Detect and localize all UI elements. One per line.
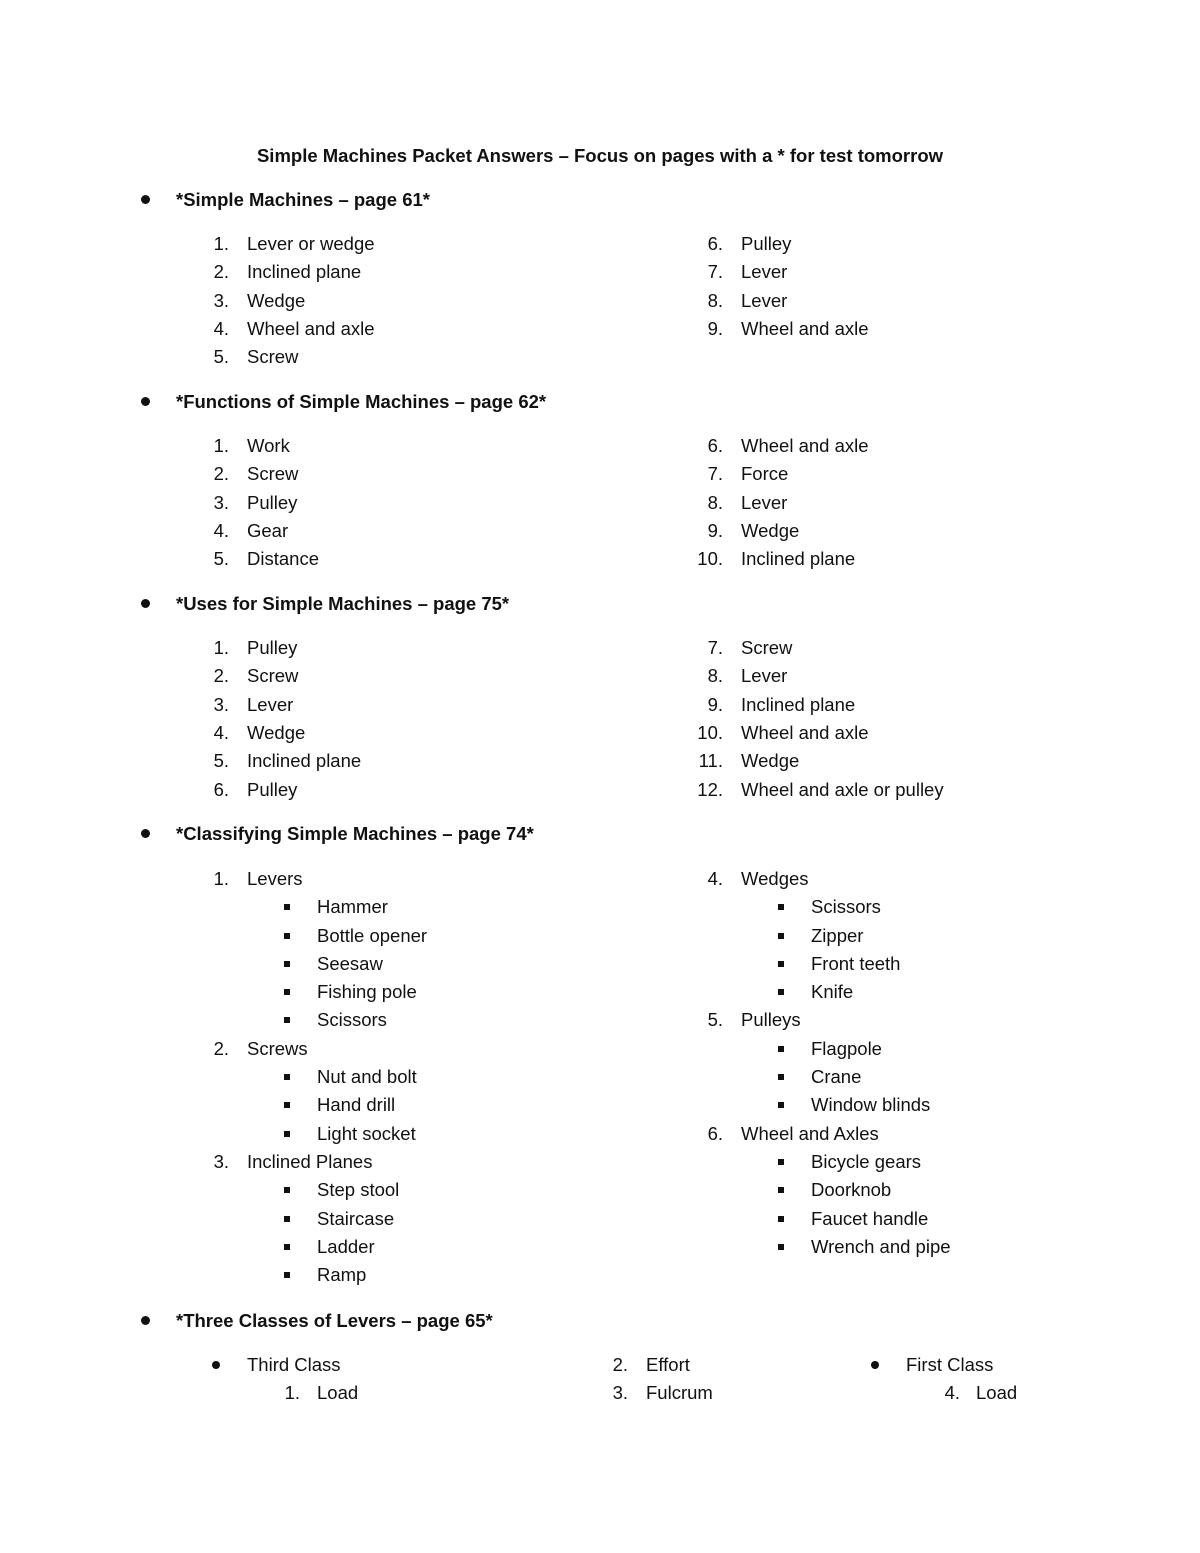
list-number: 8. [707,290,723,311]
sub-list-item-text: Nut and bolt [317,1066,417,1087]
list-number: 9. [707,520,723,541]
list-item-text: Screw [247,463,299,484]
list-number: 6. [213,779,229,800]
sub-list-item-text: Ladder [317,1236,375,1257]
list-number: 7. [707,261,723,282]
list-item-text: Wheel and axle [741,435,869,456]
square-bullet-icon [778,989,784,995]
list-item-text: Work [247,435,290,456]
list-item-text: Pulley [247,779,298,800]
list-number: 1. [213,637,229,658]
sub-list-item-text: Faucet handle [811,1208,929,1229]
list-item-text: Pulley [247,492,298,513]
list-item-text: Gear [247,520,289,541]
square-bullet-icon [284,1017,290,1023]
list-number: 4. [707,868,723,889]
list-item-text: Inclined plane [741,548,856,569]
sub-list-item-text: Scissors [317,1009,387,1030]
sub-list-item-text: Doorknob [811,1179,892,1200]
square-bullet-icon [778,961,784,967]
square-bullet-icon [284,961,290,967]
list-number: 2. [213,665,229,686]
list-item-text: Wedge [247,290,306,311]
list-item-text: Wheel and axle [741,318,869,339]
sub-list-item-text: Bicycle gears [811,1151,922,1172]
list-item-text: First Class [906,1354,994,1375]
list-number: 5. [213,750,229,771]
sub-list-item-text: Staircase [317,1208,395,1229]
square-bullet-icon [778,1244,784,1250]
list-number: 10. [697,722,723,743]
list-number: 1. [284,1382,300,1403]
list-item-text: Lever [741,261,788,282]
sub-list-item-text: Zipper [811,925,864,946]
list-number: 5. [707,1009,723,1030]
list-item-text: Lever [247,694,294,715]
square-bullet-icon [284,1131,290,1137]
list-item-text: Third Class [247,1354,341,1375]
list-number: 6. [707,233,723,254]
list-item-text: Lever [741,290,788,311]
list-item-text: Wedge [741,520,800,541]
sub-list-item-text: Light socket [317,1123,416,1144]
square-bullet-icon [284,1102,290,1108]
list-number: 8. [707,492,723,513]
list-number: 6. [707,1123,723,1144]
list-number: 11. [698,750,723,771]
list-item-text: Inclined plane [741,694,856,715]
square-bullet-icon [778,933,784,939]
list-item-text: Lever or wedge [247,233,375,254]
list-number: 5. [213,346,229,367]
sub-list-item-text: Bottle opener [317,925,428,946]
list-item-text: Load [976,1382,1018,1403]
square-bullet-icon [284,1216,290,1222]
square-bullet-icon [778,1046,784,1052]
bullet-icon [141,397,150,406]
list-item-text: Wheel and axle [247,318,375,339]
sub-list-item-text: Ramp [317,1264,367,1285]
list-item-text: Wheel and Axles [741,1123,879,1144]
square-bullet-icon [778,1074,784,1080]
bullet-icon [871,1361,879,1369]
sub-list-item-text: Wrench and pipe [811,1236,951,1257]
list-item-text: Wedge [247,722,306,743]
section-title: *Functions of Simple Machines – page 62* [176,391,547,412]
list-number: 4. [213,722,229,743]
sub-list-item-text: Step stool [317,1179,400,1200]
list-number: 3. [213,694,229,715]
sub-list-item-text: Seesaw [317,953,383,974]
page-title: Simple Machines Packet Answers – Focus on pages with a * for test tomorrow [256,145,944,166]
list-number: 4. [213,520,229,541]
sub-list-item-text: Hammer [317,896,388,917]
list-number: 4. [213,318,229,339]
list-item-text: Inclined plane [247,750,362,771]
bullet-icon [141,195,150,204]
list-number: 7. [707,637,723,658]
square-bullet-icon [284,1074,290,1080]
list-item-text: Inclined Planes [247,1151,373,1172]
list-number: 7. [707,463,723,484]
list-number: 3. [213,492,229,513]
list-number: 10. [697,548,723,569]
list-item-text: Screws [247,1038,308,1059]
list-number: 8. [707,665,723,686]
section-title: *Simple Machines – page 61* [176,189,430,210]
list-number: 9. [707,694,723,715]
sub-list-item-text: Crane [811,1066,862,1087]
list-number: 2. [213,261,229,282]
list-item-text: Wedges [741,868,809,889]
square-bullet-icon [778,1159,784,1165]
square-bullet-icon [778,1102,784,1108]
list-number: 12. [697,779,723,800]
square-bullet-icon [778,1187,784,1193]
section-title: *Classifying Simple Machines – page 74* [176,823,534,844]
list-number: 2. [612,1354,628,1375]
list-number: 3. [612,1382,628,1403]
square-bullet-icon [284,989,290,995]
list-item-text: Distance [247,548,319,569]
list-item-text: Screw [247,346,299,367]
bullet-icon [141,1316,150,1325]
square-bullet-icon [284,933,290,939]
list-item-text: Pulleys [741,1009,801,1030]
list-item-text: Wheel and axle or pulley [741,779,944,800]
sub-list-item-text: Window blinds [811,1094,931,1115]
sub-list-item-text: Flagpole [811,1038,882,1059]
list-number: 2. [213,463,229,484]
square-bullet-icon [284,1272,290,1278]
square-bullet-icon [778,904,784,910]
list-number: 1. [213,233,229,254]
square-bullet-icon [778,1216,784,1222]
list-number: 5. [213,548,229,569]
list-number: 6. [707,435,723,456]
list-number: 1. [213,868,229,889]
list-item-text: Pulley [247,637,298,658]
square-bullet-icon [284,904,290,910]
section-title: *Uses for Simple Machines – page 75* [176,593,510,614]
list-item-text: Lever [741,665,788,686]
list-item-text: Wheel and axle [741,722,869,743]
square-bullet-icon [284,1187,290,1193]
sub-list-item-text: Knife [811,981,854,1002]
sub-list-item-text: Scissors [811,896,881,917]
square-bullet-icon [284,1244,290,1250]
bullet-icon [212,1361,220,1369]
list-number: 3. [213,290,229,311]
list-number: 4. [944,1382,960,1403]
list-item-text: Screw [741,637,793,658]
sub-list-item-text: Fishing pole [317,981,417,1002]
list-item-text: Pulley [741,233,792,254]
list-item-text: Lever [741,492,788,513]
sub-list-item-text: Hand drill [317,1094,396,1115]
list-item-text: Fulcrum [646,1382,713,1403]
list-item-text: Wedge [741,750,800,771]
section-title: *Three Classes of Levers – page 65* [176,1310,493,1331]
bullet-icon [141,599,150,608]
list-number: 3. [213,1151,229,1172]
list-item-text: Screw [247,665,299,686]
list-item-text: Inclined plane [247,261,362,282]
list-number: 1. [213,435,229,456]
list-item-text: Effort [646,1354,690,1375]
list-number: 2. [213,1038,229,1059]
list-number: 9. [707,318,723,339]
list-item-text: Force [741,463,789,484]
sub-list-item-text: Front teeth [811,953,901,974]
bullet-icon [141,829,150,838]
list-item-text: Load [317,1382,359,1403]
list-item-text: Levers [247,868,303,889]
